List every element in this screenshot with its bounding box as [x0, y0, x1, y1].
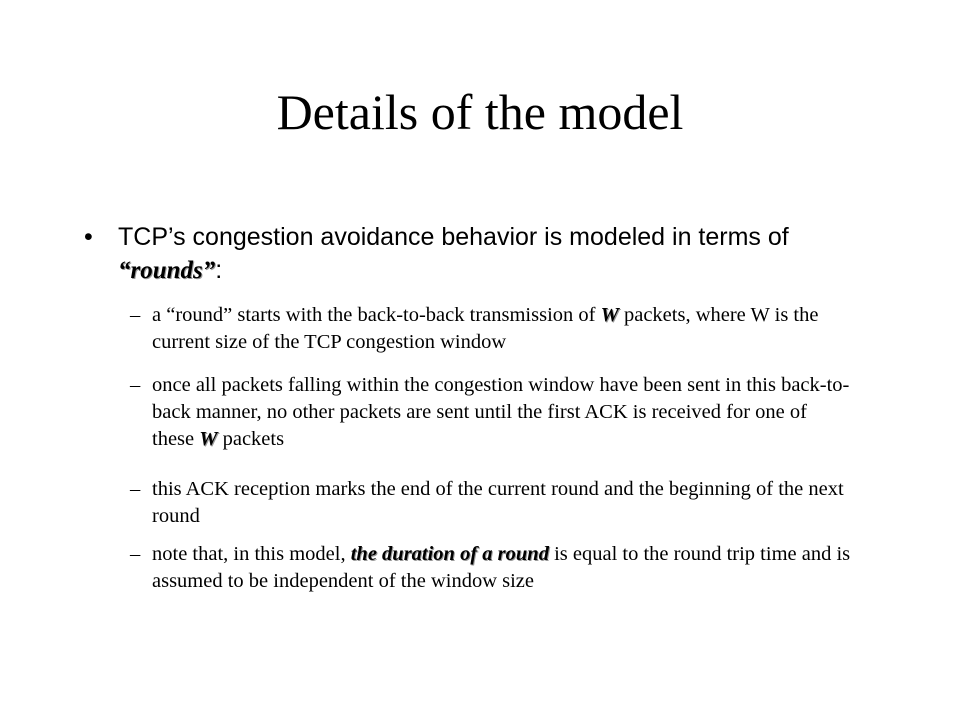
bullet-marker: •: [84, 223, 93, 251]
bullet-emphasis-rounds: “rounds”: [118, 257, 216, 284]
bullet-text-after: :: [215, 256, 223, 284]
sub-bullet-4-text-before: note that, in this model,: [152, 543, 351, 565]
sub-bullet-2-text-after: packets: [217, 428, 285, 450]
sub-bullet-1-emphasis: W: [600, 304, 619, 326]
sub-bullet-marker: –: [130, 543, 141, 565]
sub-bullet-3-text: this ACK reception marks the end of the current round and the beginning of the next round: [152, 478, 844, 527]
sub-bullet-2: [130, 372, 852, 453]
sub-bullet-2-emphasis: W: [199, 428, 218, 450]
sub-bullet-1-text-after: packets, where W is the current size of the TCP congestion window: [152, 304, 819, 353]
sub-bullet-3: [130, 476, 852, 530]
sub-bullet-1: [130, 302, 852, 356]
bullet-text-before: TCP’s congestion avoidance behavior is modeled in terms of: [118, 223, 789, 251]
sub-bullet-4-emphasis: the duration of a round: [350, 543, 549, 565]
sub-bullet-4-text-after: is equal to the round trip time and is assumed to be independent of the window size: [152, 543, 851, 592]
sub-bullet-4: [130, 541, 852, 595]
sub-bullet-marker: –: [130, 304, 141, 326]
sub-bullet-marker: –: [130, 478, 141, 500]
bullet-text: [118, 221, 888, 287]
sub-bullet-1-text-before: a “round” starts with the back-to-back transmission of: [152, 304, 601, 326]
slide-title: Details of the model: [276, 84, 684, 140]
sub-bullet-marker: –: [130, 374, 141, 396]
sub-bullet-2-text-before: once all packets falling within the congestion window have been sent in this back-to-back manner, no other packets are sent until the first ACK is received for one of these: [152, 374, 850, 450]
